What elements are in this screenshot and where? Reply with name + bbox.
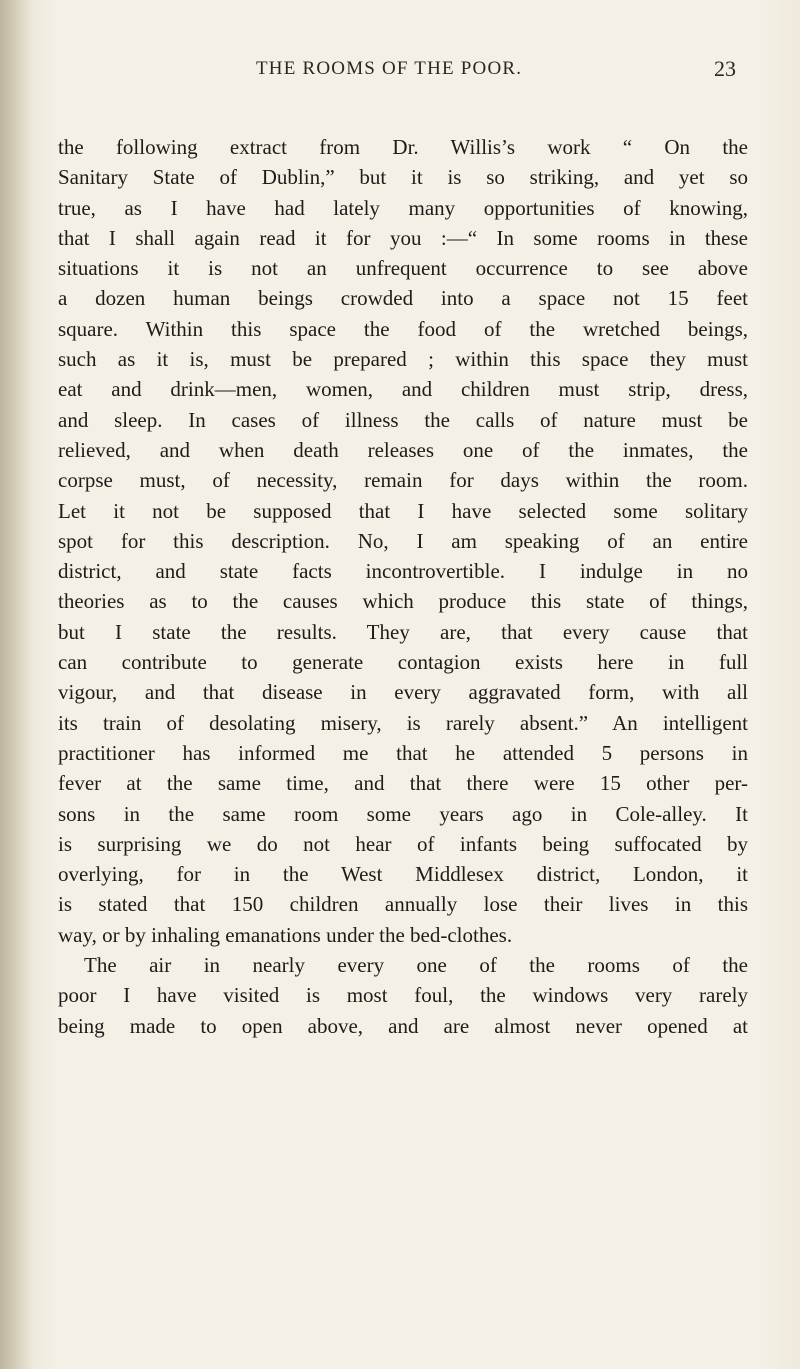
- text-line: the following extract from Dr. Willis’s work “ On the: [58, 135, 748, 159]
- running-title: THE ROOMS OF THE POOR.: [256, 58, 523, 79]
- binding-gutter: [0, 0, 34, 1369]
- text-line: sons in the same room some years ago in Cole-alley. It: [58, 801, 748, 826]
- text-line: being made to open above, and are almost never opened at: [58, 1013, 748, 1038]
- text-line: corpse must, of necessity, remain for days within the room.: [58, 468, 748, 493]
- text-line: Sanitary State of Dublin,” but it is so striking, and yet so: [58, 165, 748, 190]
- text-line: such as it is, must be prepared ; within this space they must: [58, 347, 748, 372]
- text-line: vigour, and that disease in every aggravated form, with all: [58, 680, 748, 705]
- text-line: district, and state facts incontrovertible. I indulge in no: [58, 559, 748, 584]
- text-line: poor I have visited is most foul, the windows very rarely: [58, 983, 748, 1008]
- text-line: way, or by inhaling emanations under the bed-clothes.: [58, 922, 513, 947]
- text-line: is stated that 150 children annually lose their lives in this: [58, 892, 748, 917]
- text-line: practitioner has informed me that he attended 5 persons in: [58, 740, 748, 765]
- text-line: true, as I have had lately many opportunities of knowing,: [58, 195, 748, 220]
- text-line: can contribute to generate contagion exists here in full: [58, 650, 748, 675]
- text-line: theories as to the causes which produce this state of things,: [58, 589, 748, 614]
- text-line: its train of desolating misery, is rarely absent.” An intelligent: [58, 710, 748, 735]
- text-line: is surprising we do not hear of infants being suffocated by: [58, 831, 748, 856]
- text-line: that I shall again read it for you :—“ In some rooms in these: [58, 225, 748, 250]
- text-line: spot for this description. No, I am speaking of an entire: [58, 528, 748, 553]
- text-line: and sleep. In cases of illness the calls of nature must be: [58, 407, 748, 432]
- text-line: The air in nearly every one of the rooms of the: [84, 953, 748, 978]
- text-line: fever at the same time, and that there were 15 other per-: [58, 771, 748, 796]
- text-line: Let it not be supposed that I have selected some solitary: [58, 498, 748, 523]
- text-line: relieved, and when death releases one of the inmates, the: [58, 437, 748, 462]
- page-number: 23: [714, 56, 736, 81]
- running-head: [0, 58, 800, 88]
- text-line: square. Within this space the food of the wretched beings,: [58, 316, 748, 341]
- text-line: but I state the results. They are, that every cause that: [58, 619, 748, 644]
- body-text: [58, 132, 748, 1041]
- text-line: situations it is not an unfrequent occurrence to see above: [58, 256, 748, 281]
- text-line: a dozen human beings crowded into a space not 15 feet: [58, 286, 748, 311]
- text-line: eat and drink—men, women, and children must strip, dress,: [58, 377, 748, 402]
- text-line: overlying, for in the West Middlesex district, London, it: [58, 862, 748, 887]
